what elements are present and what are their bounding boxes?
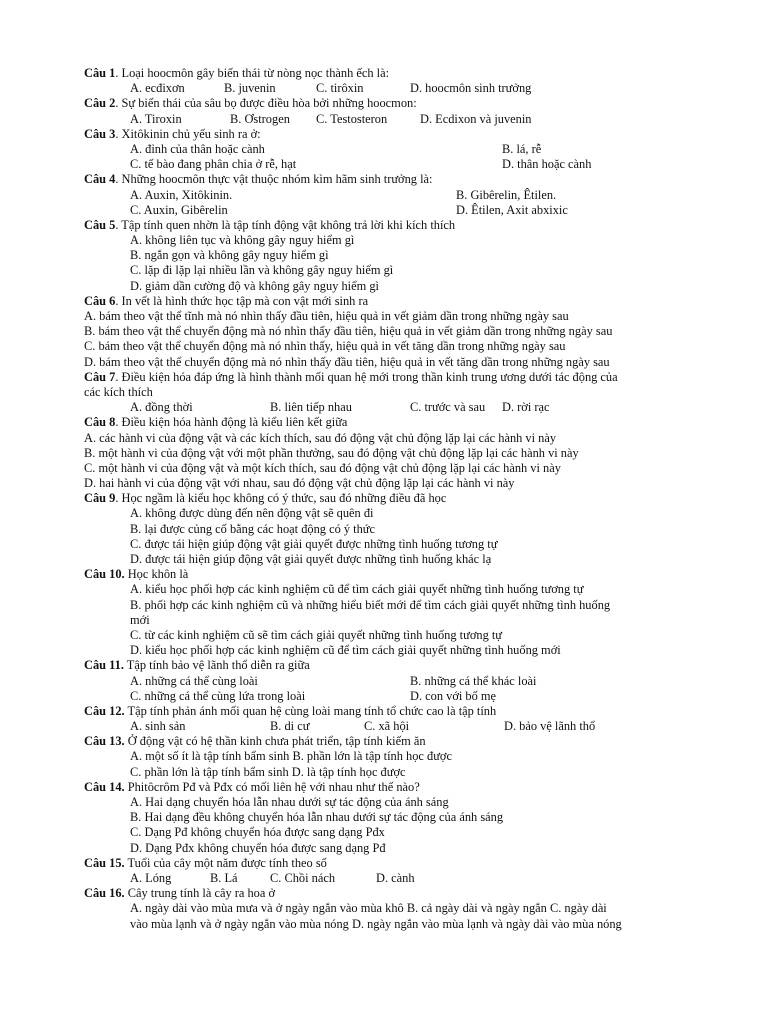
option[interactable]: B. liên tiếp nhau — [270, 400, 352, 415]
question-stem — [84, 704, 710, 719]
option[interactable]: D. con với bố mẹ — [410, 688, 497, 703]
option[interactable]: B. lá, rễ — [502, 141, 542, 156]
option-row — [84, 400, 710, 415]
option[interactable]: B. phối hợp các kinh nghiệm cũ và những hiểu biết mới để tìm cách giải quyết những tình huống — [130, 597, 611, 612]
option[interactable]: C. từ các kinh nghiệm cũ sẽ tìm cách giải quyết những tình huống tương tự — [130, 627, 503, 642]
question-text: Ở động vật có hệ thần kinh chưa phát triển, tập tính kiếm ăn — [124, 734, 426, 749]
option[interactable]: C. Auxin, Gibêrelin — [130, 202, 228, 217]
question-text: . Sự biến thái của sâu bọ được điều hòa bởi những hoocmon: — [115, 96, 417, 111]
question-text: Tập tính bảo vệ lãnh thổ diễn ra giữa — [123, 658, 310, 673]
option[interactable]: D. Êtilen, Axit abxixic — [456, 202, 568, 217]
option[interactable]: A. Tiroxin — [130, 111, 182, 126]
option[interactable]: C. tirôxin — [316, 81, 364, 96]
option[interactable]: B. bám theo vật thể chuyển động mà nó nhìn thấy đầu tiên, hiệu quả in vết giảm dần trong những ngày sau — [84, 324, 613, 339]
option[interactable]: B. Lá — [210, 870, 238, 885]
option[interactable]: B. ngắn gọn và không gây nguy hiểm gì — [130, 248, 329, 263]
option[interactable]: D. hoocmôn sinh trưởng — [410, 81, 532, 96]
option[interactable]: C. Chồi nách — [270, 870, 336, 885]
option[interactable]: B. lại được củng cố bằng các hoạt động có ý thức — [130, 521, 376, 536]
question-number: Câu 5 — [84, 217, 116, 232]
option[interactable]: B. một hành vi của động vật với một phần thưởng, sau đó động vật chủ động lặp lại các hành vi này — [84, 445, 579, 460]
question-stem — [84, 567, 710, 582]
option[interactable]: C. được tái hiện giúp động vật giải quyết được những tình huống tương tự — [130, 536, 498, 551]
option[interactable]: C. bám theo vật thể chuyển động mà nó nhìn thấy, hiệu quả in vết tăng dần trong những ngày sau — [84, 339, 566, 354]
option[interactable]: D. giảm dần cường độ và không gây nguy hiểm gì — [130, 278, 379, 293]
option[interactable]: A. bám theo vật thể tĩnh mà nó nhìn thấy đầu tiên, hiệu quả in vết giảm dần trong những ngày sau — [84, 309, 569, 323]
question-stem — [84, 370, 710, 385]
option-row — [84, 719, 710, 734]
question-stem — [84, 491, 710, 506]
question-number: Câu 8 — [84, 415, 116, 430]
option-row — [84, 157, 710, 172]
question-text: . Xitôkinin chủ yếu sinh ra ở: — [115, 126, 261, 141]
option[interactable]: C. những cá thể cùng lứa trong loài — [130, 688, 306, 703]
option-row — [84, 112, 710, 127]
question-number: Câu 12. — [84, 703, 125, 718]
question-stem — [84, 780, 710, 795]
option[interactable]: D. thân hoặc cành — [502, 157, 592, 172]
question-stem — [84, 294, 710, 309]
question-stem — [84, 66, 710, 81]
option[interactable]: D. được tái hiện giúp động vật giải quyết được những tình huống khác lạ — [130, 552, 492, 566]
option[interactable]: A. không được dùng đến nên động vật sẽ quên đi — [130, 506, 374, 521]
option[interactable]: A. ecđixơn — [130, 81, 185, 96]
question-stem — [84, 856, 710, 871]
question-stem — [84, 127, 710, 142]
question-text: Tuổi của cây một năm được tính theo số — [124, 855, 327, 870]
option[interactable]: D. cành — [376, 870, 415, 885]
option[interactable]: A. Hai dạng chuyển hóa lẫn nhau dưới sự tác động của ánh sáng — [130, 795, 449, 809]
option-row — [84, 81, 710, 96]
question-stem — [84, 172, 710, 187]
question-number: Câu 3 — [84, 126, 116, 141]
question-number: Câu 9 — [84, 491, 116, 506]
question-stem — [84, 96, 710, 111]
question-text: . Tập tính quen nhờn là tập tính động vật không trả lời khi kích thích — [115, 217, 456, 232]
option[interactable]: B. Hai dạng đều không chuyển hóa lẫn nhau dưới sự tác động của ánh sáng — [130, 810, 504, 825]
option[interactable]: D. rời rạc — [502, 400, 550, 415]
question-number: Câu 14. — [84, 779, 125, 794]
option[interactable]: C. một hành vi của động vật và một kích thích, sau đó động vật chủ động lặp lại các hành vi này — [84, 460, 561, 475]
option-row — [84, 871, 710, 886]
option[interactable]: C. lặp đi lặp lại nhiều lần và không gây nguy hiểm gì — [130, 263, 394, 278]
option[interactable]: C. trước và sau — [410, 400, 486, 415]
option[interactable]: C. phần lớn là tập tính bẩm sinh D. là tập tính học được — [130, 764, 406, 779]
option[interactable]: A. Lóng — [130, 870, 172, 885]
option[interactable]: D. bảo vệ lãnh thổ — [504, 719, 596, 734]
question-number: Câu 7 — [84, 369, 116, 384]
option[interactable]: B. di cư — [270, 719, 310, 734]
option[interactable]: A. các hành vi của động vật và các kích thích, sau đó động vật chủ động lặp lại các hành vi này — [84, 430, 557, 445]
option[interactable]: A. ngày dài vào mùa mưa và ở ngày ngắn vào mùa khô B. cả ngày dài và ngày ngắn C. ngày dài — [130, 901, 607, 916]
option[interactable]: B. Gibêrelin, Êtilen. — [456, 187, 557, 202]
option[interactable]: D. Dạng Pđx không chuyển hóa được sang dạng Pđ — [130, 840, 386, 855]
option[interactable]: B. juvenin — [224, 81, 276, 96]
question-number: Câu 15. — [84, 855, 125, 870]
question-stem — [84, 218, 710, 233]
option[interactable]: A. Auxin, Xitôkinin. — [130, 187, 233, 202]
option[interactable]: A. sinh sản — [130, 719, 186, 734]
option-row — [84, 142, 710, 157]
option[interactable]: A. một số ít là tập tính bẩm sinh B. phần lớn là tập tính học được — [130, 749, 452, 764]
option[interactable]: D. Ecdixon và juvenin — [420, 111, 532, 126]
option-row — [84, 188, 710, 203]
option-row — [84, 689, 710, 704]
question-number: Câu 13. — [84, 734, 125, 749]
option[interactable]: D. hai hành vi của động vật với nhau, sau đó động vật chủ động lặp lại các hành vi này — [84, 476, 515, 491]
option[interactable]: C. Testosteron — [316, 111, 388, 126]
question-text-cont: các kích thích — [84, 384, 153, 399]
option[interactable]: A. đồng thời — [130, 400, 193, 415]
option[interactable]: D. kiểu học phối hợp các kinh nghiệm cũ để tìm cách giải quyết những tình huống mới — [130, 643, 561, 658]
option-row — [84, 203, 710, 218]
option[interactable]: D. bám theo vật thể chuyển động mà nó nhìn thấy đầu tiên, hiệu quả in vết tăng dần trong những ngày sau — [84, 354, 610, 369]
question-text: Cây trung tính là cây ra hoa ở — [124, 886, 276, 901]
question-text: Phitôcrôm Pđ và Pđx có mối liên hệ với nhau như thế nào? — [124, 779, 420, 794]
question-stem — [84, 415, 710, 430]
question-text: . Điều kiện hóa hành động là kiểu liên kết giữa — [115, 415, 348, 430]
question-text: . Những hoocmôn thực vật thuộc nhóm kìm hãm sinh trưởng là: — [115, 172, 433, 187]
option[interactable]: A. đỉnh của thân hoặc cành — [130, 141, 265, 156]
question-text: Tập tính phản ánh mối quan hệ cùng loài mang tính tổ chức cao là tập tính — [124, 703, 497, 718]
question-stem — [84, 886, 710, 901]
question-text: . In vết là hình thức học tập mà con vật mới sinh ra — [115, 293, 369, 308]
option[interactable]: B. những cá thể khác loài — [410, 673, 537, 688]
question-number: Câu 6 — [84, 293, 116, 308]
question-text: . Loại hoocmôn gây biến thái từ nòng nọc thành ếch là: — [115, 66, 390, 80]
question-number: Câu 4 — [84, 172, 116, 187]
question-number: Câu 11. — [84, 658, 124, 673]
option[interactable]: A. kiểu học phối hợp các kinh nghiệm cũ để tìm cách giải quyết những tình huống tương tự — [130, 582, 584, 597]
question-text: . Học ngầm là kiểu học không có ý thức, sau đó những điều đã học — [115, 491, 447, 506]
question-stem — [84, 734, 710, 749]
option[interactable]: vào mùa lạnh và ở ngày ngắn vào mùa nóng D. ngày ngắn vào mùa lạnh và ngày dài vào mùa nóng — [130, 916, 622, 931]
question-text: Học khôn là — [124, 567, 189, 582]
exam-sheet — [84, 66, 710, 932]
question-number: Câu 1 — [84, 66, 116, 80]
option[interactable]: C. Dạng Pđ không chuyển hóa được sang dạng Pđx — [130, 825, 385, 840]
option[interactable]: A. không liên tục và không gây nguy hiểm gì — [130, 233, 355, 248]
option-row — [84, 674, 710, 689]
option[interactable]: C. tế bào đang phân chia ở rễ, hạt — [130, 157, 297, 172]
option[interactable]: C. xã hội — [364, 719, 410, 734]
question-number: Câu 16. — [84, 886, 125, 901]
option[interactable]: B. Ơstrogen — [230, 111, 290, 126]
question-stem — [84, 658, 710, 673]
option-cont: mới — [130, 612, 150, 627]
question-number: Câu 2 — [84, 96, 116, 111]
question-text: . Điều kiện hóa đáp ứng là hình thành mối quan hệ mới trong thần kinh trung ương dưới tác động của — [115, 369, 618, 384]
question-number: Câu 10. — [84, 567, 125, 582]
option[interactable]: A. những cá thể cùng loài — [130, 673, 258, 688]
